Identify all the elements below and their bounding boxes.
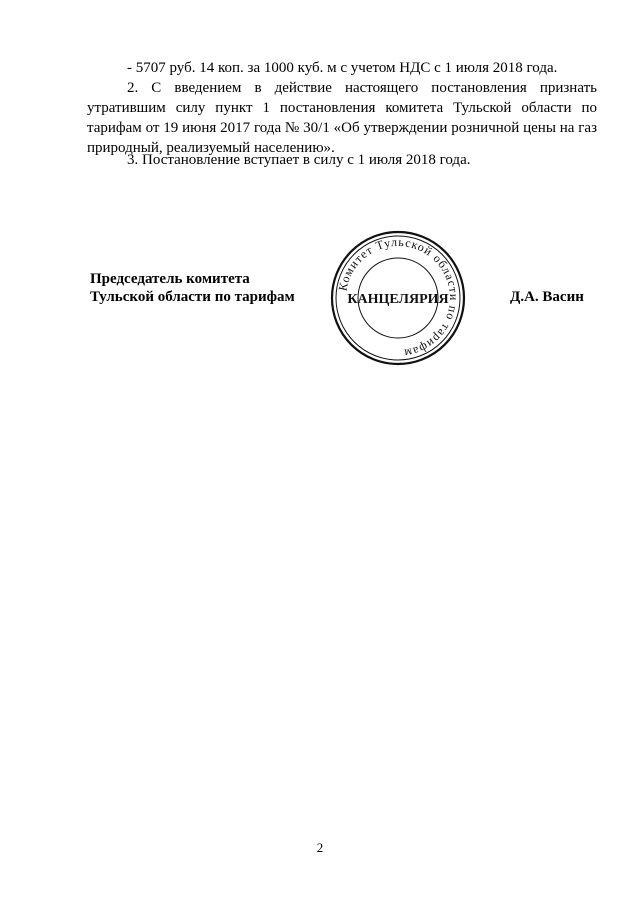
tariff-dash-line: - 5707 руб. 14 коп. за 1000 куб. м с учетом НДС с 1 июля 2018 года. (127, 60, 558, 76)
stamp-center-text: КАНЦЕЛЯРИЯ (347, 292, 449, 307)
signatory-name: Д.А. Васин (510, 289, 584, 305)
paragraph-3: 3. Постановление вступает в силу с 1 июля 2018 года. (127, 152, 471, 168)
paragraph-2: 2. С введением в действие настоящего постановления признать утратившим силу пункт 1 постановления комитета Тульской области по тарифам от 19 июня 2017 года № 30/1 «Об утверждении розничной цены на газ природный, реализуемый населению». (87, 80, 597, 156)
stamp-ring-text: Комитет Тульской области по тарифам (335, 234, 462, 361)
signatory-title-line-1: Председатель комитета (90, 271, 250, 287)
page-number: 2 (316, 840, 324, 855)
signatory-title (90, 270, 295, 306)
signatory-title-line-2: Тульской области по тарифам (90, 289, 295, 305)
official-stamp-seal (328, 228, 468, 368)
